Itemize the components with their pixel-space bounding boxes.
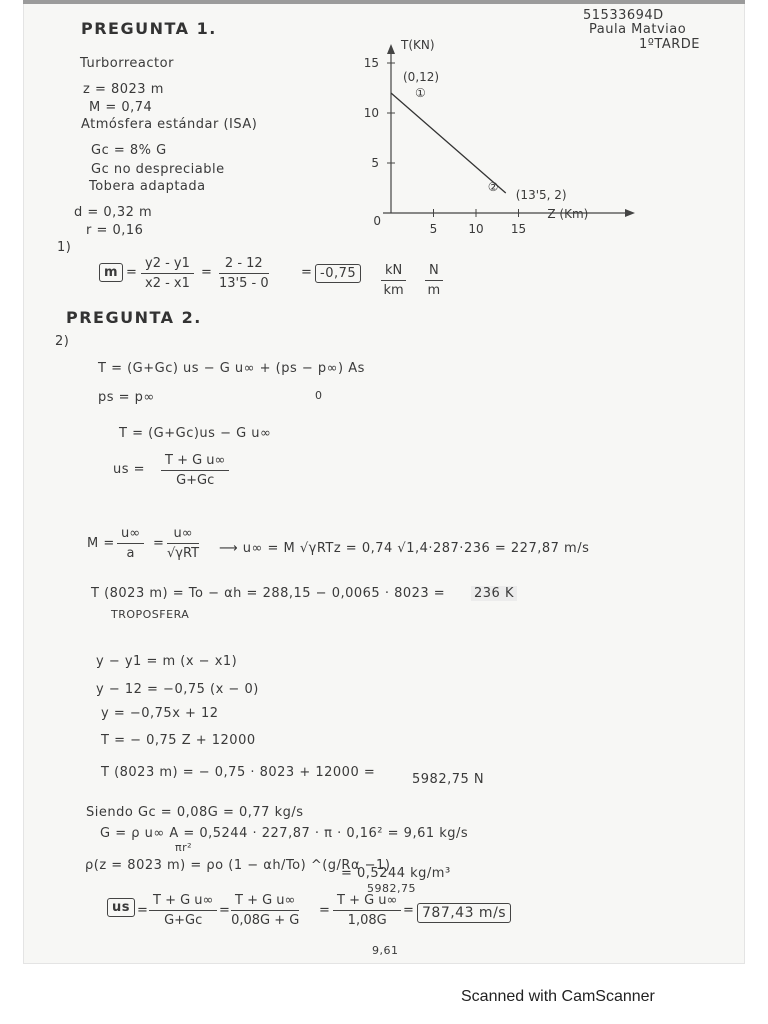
us-ff2-num: T + G u∞ bbox=[231, 893, 299, 911]
us-final-eq-3: = bbox=[319, 903, 331, 918]
mach-f1-den: a bbox=[126, 546, 135, 561]
us-ff2-den: 0,08G + G bbox=[231, 913, 300, 928]
mach-f2-num: u∞ bbox=[167, 526, 199, 544]
us-fraction-num: T + G u∞ bbox=[161, 453, 229, 471]
student-name: Paula Matviao bbox=[589, 22, 687, 37]
mach-lhs: M = bbox=[87, 536, 115, 551]
given-diameter: d = 0,32 m bbox=[74, 205, 153, 220]
thrust-line bbox=[391, 93, 506, 193]
us-final-fraction-2 bbox=[231, 893, 299, 928]
us-final-eq-2: = bbox=[219, 903, 231, 918]
line-equation-1: y − y1 = m (x − x1) bbox=[96, 654, 238, 669]
student-id: 51533694D bbox=[583, 8, 664, 23]
pressure-equality: ps = p∞ bbox=[98, 390, 155, 405]
student-group: 1ºTARDE bbox=[639, 37, 700, 52]
x-tick-label: 10 bbox=[468, 222, 484, 236]
slope-eq-sign-3: = bbox=[301, 265, 313, 280]
x-axis-arrow bbox=[625, 209, 635, 217]
thrust-altitude-chart bbox=[23, 30, 745, 270]
q2-part-label: 2) bbox=[55, 334, 70, 349]
slope-symbol: m bbox=[99, 263, 123, 282]
unit-kn: kN bbox=[381, 263, 406, 281]
line-equation-3: y = −0,75x + 12 bbox=[101, 706, 219, 721]
area-note: πr² bbox=[175, 841, 193, 854]
us-final-symbol: us bbox=[107, 898, 135, 917]
engine-type: Turborreactor bbox=[80, 56, 174, 71]
given-atmosphere: Atmósfera estándar (ISA) bbox=[81, 117, 258, 132]
us-fraction bbox=[161, 453, 229, 488]
slope-values bbox=[219, 256, 269, 291]
unit-n: N bbox=[425, 263, 443, 281]
y-axis-arrow bbox=[387, 44, 395, 54]
slope-result: -0,75 bbox=[315, 264, 361, 283]
us-ff1-num: T + G u∞ bbox=[149, 893, 217, 911]
thrust-simplified: T = (G+Gc)us − G u∞ bbox=[119, 426, 272, 441]
given-altitude: z = 8023 m bbox=[83, 82, 164, 97]
y-tick-label: 15 bbox=[363, 56, 379, 70]
us-ff1-den: G+Gc bbox=[164, 913, 203, 928]
y-axis-label: T(KN) bbox=[401, 38, 435, 52]
pressure-zero-mark: 0 bbox=[315, 389, 323, 402]
scan-edge bbox=[23, 0, 745, 4]
density-formula: ρ(z = 8023 m) = ρo (1 − αh/To) ^(g/Rα −1) bbox=[85, 858, 391, 873]
mass-flow-calculation: G = ρ u∞ A = 0,5244 · 227,87 · π · 0,16² = 9,61 kg/s bbox=[100, 826, 469, 841]
slope-eq-sign-2: = bbox=[201, 265, 213, 280]
slope-formula bbox=[141, 256, 194, 291]
scanned-page bbox=[23, 0, 745, 964]
mass-flow-note: 9,61 bbox=[372, 944, 399, 957]
slope-eq-sign: = bbox=[126, 265, 138, 280]
point-2-label: (13'5, 2) bbox=[515, 188, 567, 202]
thrust-value-note: 5982,75 bbox=[367, 882, 416, 895]
unit-m: m bbox=[427, 283, 441, 298]
y-tick-label: 10 bbox=[363, 106, 379, 120]
origin-label: 0 bbox=[373, 214, 381, 228]
given-mach: M = 0,74 bbox=[89, 100, 153, 115]
us-final-fraction-3 bbox=[333, 893, 401, 928]
q1-title: PREGUNTA 1. bbox=[81, 19, 217, 38]
slope-formula-num: y2 - y1 bbox=[141, 256, 194, 274]
slope-unit-kn-km bbox=[381, 263, 406, 298]
mach-eq-sign: = bbox=[153, 536, 165, 551]
thrust-at-altitude: T (8023 m) = − 0,75 · 8023 + 12000 = bbox=[101, 765, 376, 780]
given-nozzle: Tobera adaptada bbox=[89, 179, 206, 194]
mach-fraction-1 bbox=[117, 526, 144, 561]
us-final-eq: = bbox=[137, 903, 149, 918]
mach-f2-den: √γRT bbox=[167, 546, 200, 561]
line-equation-2: y − 12 = −0,75 (x − 0) bbox=[96, 682, 259, 697]
slope-values-den: 13'5 - 0 bbox=[219, 276, 269, 291]
us-fraction-den: G+Gc bbox=[176, 473, 215, 488]
camscanner-watermark: Scanned with CamScanner bbox=[461, 988, 655, 1005]
given-radius: r = 0,16 bbox=[86, 223, 144, 238]
given-gc: Gc = 8% G bbox=[91, 143, 167, 158]
q2-title: PREGUNTA 2. bbox=[66, 308, 202, 327]
point-1-label: (0,12) bbox=[403, 70, 440, 84]
thrust-equation: T = (G+Gc) us − G u∞ + (ps − p∞) As bbox=[98, 361, 365, 376]
slope-formula-den: x2 - x1 bbox=[145, 276, 190, 291]
point-2-marker: ② bbox=[487, 180, 499, 194]
point-1-marker: ① bbox=[415, 86, 426, 100]
troposphere-label: TROPOSFERA bbox=[111, 608, 190, 621]
slope-values-num: 2 - 12 bbox=[219, 256, 269, 274]
gc-calculation: Siendo Gc = 0,08G = 0,77 kg/s bbox=[86, 805, 304, 820]
x-tick-label: 15 bbox=[510, 222, 527, 236]
mach-f1-num: u∞ bbox=[117, 526, 144, 544]
x-axis-label: Z (Km) bbox=[547, 207, 589, 221]
us-final-fraction-1 bbox=[149, 893, 217, 928]
temperature-result: 236 K bbox=[471, 586, 517, 601]
temperature-calculation: T (8023 m) = To − αh = 288,15 − 0,0065 · 8023 = bbox=[91, 586, 446, 601]
us-ff3-num: T + G u∞ bbox=[333, 893, 401, 911]
us-ff3-den: 1,08G bbox=[347, 913, 387, 928]
us-label: us = bbox=[113, 462, 146, 477]
unit-km: km bbox=[383, 283, 404, 298]
line-equation-4: T = − 0,75 Z + 12000 bbox=[101, 733, 256, 748]
y-tick-label: 5 bbox=[371, 156, 379, 170]
x-tick-label: 5 bbox=[429, 222, 438, 236]
thrust-result: 5982,75 N bbox=[412, 772, 485, 787]
given-gc-note: Gc no despreciable bbox=[91, 162, 225, 177]
q1-part-label: 1) bbox=[57, 240, 72, 255]
velocity-calculation: ⟶ u∞ = M √γRTz = 0,74 √1,4·287·236 = 227,87 m/s bbox=[219, 541, 590, 556]
mach-fraction-2 bbox=[167, 526, 199, 561]
density-result: = 0,5244 kg/m³ bbox=[341, 866, 451, 881]
exhaust-velocity-result: 787,43 m/s bbox=[417, 903, 511, 923]
slope-unit-n-m bbox=[425, 263, 443, 298]
us-final-eq-4: = bbox=[403, 903, 415, 918]
